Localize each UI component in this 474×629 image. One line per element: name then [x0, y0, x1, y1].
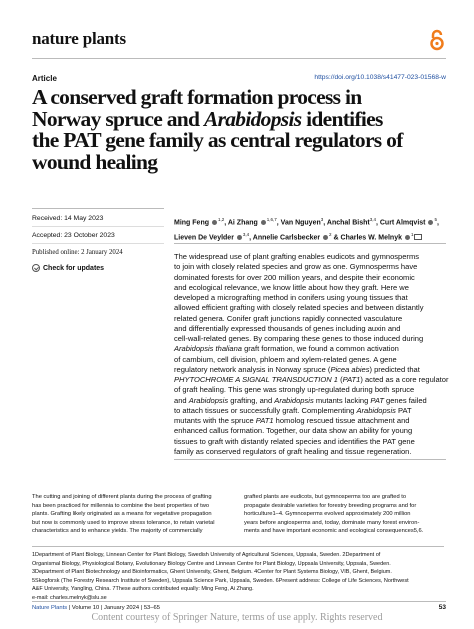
abstract-line: regulatory network analysis in Norway spruce (Picea abies) predicted that	[174, 364, 420, 374]
body-line: has been practiced for millennia to combine the best properties of two	[32, 502, 210, 509]
abstract-line: to attach tissues or successfully graft. Complementing Arabidopsis PAT	[174, 405, 412, 415]
abstract-line: PHYTOCHROME A SIGNAL TRANSDUCTION 1 (PAT1) acted as a core regulator	[174, 375, 449, 384]
email-line[interactable]: e-mail: charles.melnyk@slu.se	[32, 594, 107, 601]
body-line: grafted plants are eudicots, but gymnosperms too are grafted to	[244, 494, 407, 500]
abstract	[174, 252, 449, 457]
abstract-rule	[174, 459, 446, 460]
check-updates-label: Check for updates	[43, 264, 105, 272]
footer-rule	[32, 601, 446, 602]
body-line: The cutting and joining of different plants during the process of grafting	[32, 494, 212, 500]
courtesy-watermark: Content courtesy of Springer Nature, terms of use apply. Rights reserved	[91, 612, 383, 623]
author-affil: 3,4	[242, 231, 250, 237]
abstract-line: cell-wall-related genes. By comparing these genes to those induced during	[174, 334, 424, 343]
author-name[interactable]: Lieven De Veylder	[174, 234, 234, 242]
received-date: Received: 14 May 2023	[32, 215, 104, 222]
accepted-date: Accepted: 23 October 2023	[32, 232, 115, 239]
title-line: wound healing	[32, 149, 158, 174]
affiliations	[32, 551, 450, 602]
abstract-line: to join with closely related species and grow as one. Gymnosperms have	[174, 262, 418, 272]
abstract-line: and differentially expressed thousands of genes including auxin and	[174, 323, 401, 333]
abstract-line: of cambium, cell division, phloem and xylem-related genes. A gene	[174, 354, 397, 364]
body-line: propagate desirable varieties for forestry breeding programs and for	[244, 502, 417, 509]
orcid-icon[interactable]	[428, 220, 433, 225]
article-type: Article	[32, 74, 57, 83]
orcid-icon[interactable]	[237, 235, 242, 240]
affiliation-line: A&F University, Yangling, China. 7These authors contributed equally: Ming Feng, Ai Zhang.	[32, 586, 254, 593]
abstract-line: Arabidopsis thaliana graft formation, we found a common activation	[174, 344, 399, 354]
orcid-icon[interactable]	[261, 220, 266, 225]
article-title	[32, 87, 452, 173]
author-name[interactable]: Van Nguyen	[280, 219, 321, 227]
author-affil: 1,6,7	[266, 217, 277, 222]
abstract-line: family as conserved regulators of graft healing and tissue regeneration.	[174, 446, 412, 456]
author-affil: 1,2	[217, 217, 225, 222]
body-line: years before angiosperms and, today, dominate many forest environ-	[244, 519, 420, 526]
abstract-line: enhanced callus formation. Together, our data show an ability for young	[174, 426, 413, 436]
page-number: 53	[438, 604, 446, 611]
abstract-line: developed a micrografting method in conifers using young tissues that	[174, 293, 408, 302]
footer-journal[interactable]: Nature Plants	[32, 605, 68, 611]
abstract-rule	[174, 243, 446, 244]
abstract-line: of graft healing. This gene was strongly up-regulated during both spruce	[174, 385, 415, 395]
title-line: Norway spruce and Arabidopsis identifies	[32, 106, 383, 131]
intro-right-column	[244, 493, 449, 536]
author-name[interactable]: Annelie Carlsbecker	[252, 234, 321, 242]
affiliation-line: 1Department of Plant Biology, Linnean Center for Plant Biology, Swedish University of Agricultural Sciences, Uppsala, Sweden. 2Department of	[32, 552, 381, 558]
abstract-line: The widespread use of plant grafting enables eudicots and gymnosperms	[174, 252, 420, 261]
intro-left-column	[32, 493, 237, 536]
orcid-icon[interactable]	[212, 220, 217, 225]
author-name[interactable]: Curt Almqvist	[379, 219, 426, 227]
affiliation-line: 5Skogforsk (The Forestry Research Institute of Sweden), Uppsala Science Park, Uppsala, Sweden. 6Present address: College of Life Sciences, Northwest	[32, 577, 409, 584]
orcid-icon[interactable]	[405, 235, 410, 240]
footer-issue: | Volume 10 | January 2024 | 53–65	[67, 605, 160, 611]
author-affil: 3	[320, 217, 324, 222]
author-list: Ming Feng $^{1,2}$, Ai Zhang $^{1,6,7}$, Van Nguyen$^3$, Anchal Bisht$^{3,4}$, Curt Almqvist $^5$, Lieven De Veylder $^{3,4}$, Annelie Carlsbecker $^2$ & Charles W. Melnyk $^1$	[174, 217, 439, 242]
meta-rule	[32, 208, 164, 209]
abstract-line: tissues to graft with distantly related species and identifies the PAT gene	[174, 436, 415, 446]
journal-name[interactable]: nature plants	[32, 29, 126, 48]
affiliation-line: Organismal Biology, Physiological Botany, Evolutionary Biology Centre and Linnean Centre for Plant Biology, Uppsala University, Uppsala, Sweden.	[32, 560, 391, 567]
footnote-rule	[32, 546, 444, 547]
check-updates-link[interactable]	[32, 264, 104, 272]
body-line: horticulture1–4. Gymnosperms evolved approximately 200 million	[244, 511, 411, 518]
orcid-icon[interactable]	[323, 235, 328, 240]
author-name[interactable]: Ai Zhang	[227, 219, 258, 227]
abstract-line: allowed efficient grafting with closely related species and between distantly	[174, 303, 424, 313]
abstract-line: and Arabidopsis grafting, and Arabidopsis mutants lacking PAT genes failed	[174, 395, 427, 405]
published-date: Published online: 2 January 2024	[32, 249, 123, 256]
body-line: plants. Grafting likely originated as a means for vegetative propagation	[32, 511, 212, 518]
author-name[interactable]: Anchal Bisht	[326, 219, 370, 227]
body-line: ments and have important economic and ecological consequences5,6.	[244, 528, 424, 535]
author-name[interactable]: Ming Feng	[174, 219, 209, 227]
author-affil: 3,4	[369, 217, 376, 222]
title-line: the PAT gene family as central regulators of	[32, 128, 403, 152]
abstract-line: and ecological relevance, we know little about how they graft. Here we	[174, 282, 409, 292]
author-affil: 2	[329, 231, 332, 237]
abstract-line: related genera. Conifer graft junctions rapidly connected vasculature	[174, 313, 403, 323]
doi-link[interactable]: https://doi.org/10.1038/s41477-023-01568-w	[314, 74, 446, 81]
open-access-icon	[429, 29, 445, 51]
body-line: but now is commonly used to improve stress tolerance, to retain varietal	[32, 519, 215, 526]
meta-rule	[32, 243, 164, 244]
check-updates-icon	[32, 264, 40, 272]
body-line: characteristics and to enhance yields. The majority of commercially	[32, 528, 203, 535]
abstract-line: dominated forests for over 200 million years, and despite their economic	[174, 272, 415, 282]
email-icon[interactable]	[414, 234, 422, 240]
abstract-line: mutants with the spruce PAT1 homolog rescued tissue attachment and	[174, 416, 410, 425]
author-name[interactable]: Charles W. Melnyk	[340, 234, 402, 242]
author-affil: 5	[434, 217, 437, 222]
header-rule	[32, 58, 446, 59]
footer-citation	[32, 605, 160, 611]
title-line: A conserved graft formation process in	[32, 85, 362, 109]
affiliation-line: 3Department of Plant Biotechnology and Bioinformatics, Ghent University, Ghent, Belgium. 4Center for Plant Systems Biology, VIB, Ghent, Belgium.	[32, 569, 392, 576]
meta-rule	[32, 226, 164, 227]
author-affil: 1	[410, 231, 414, 237]
